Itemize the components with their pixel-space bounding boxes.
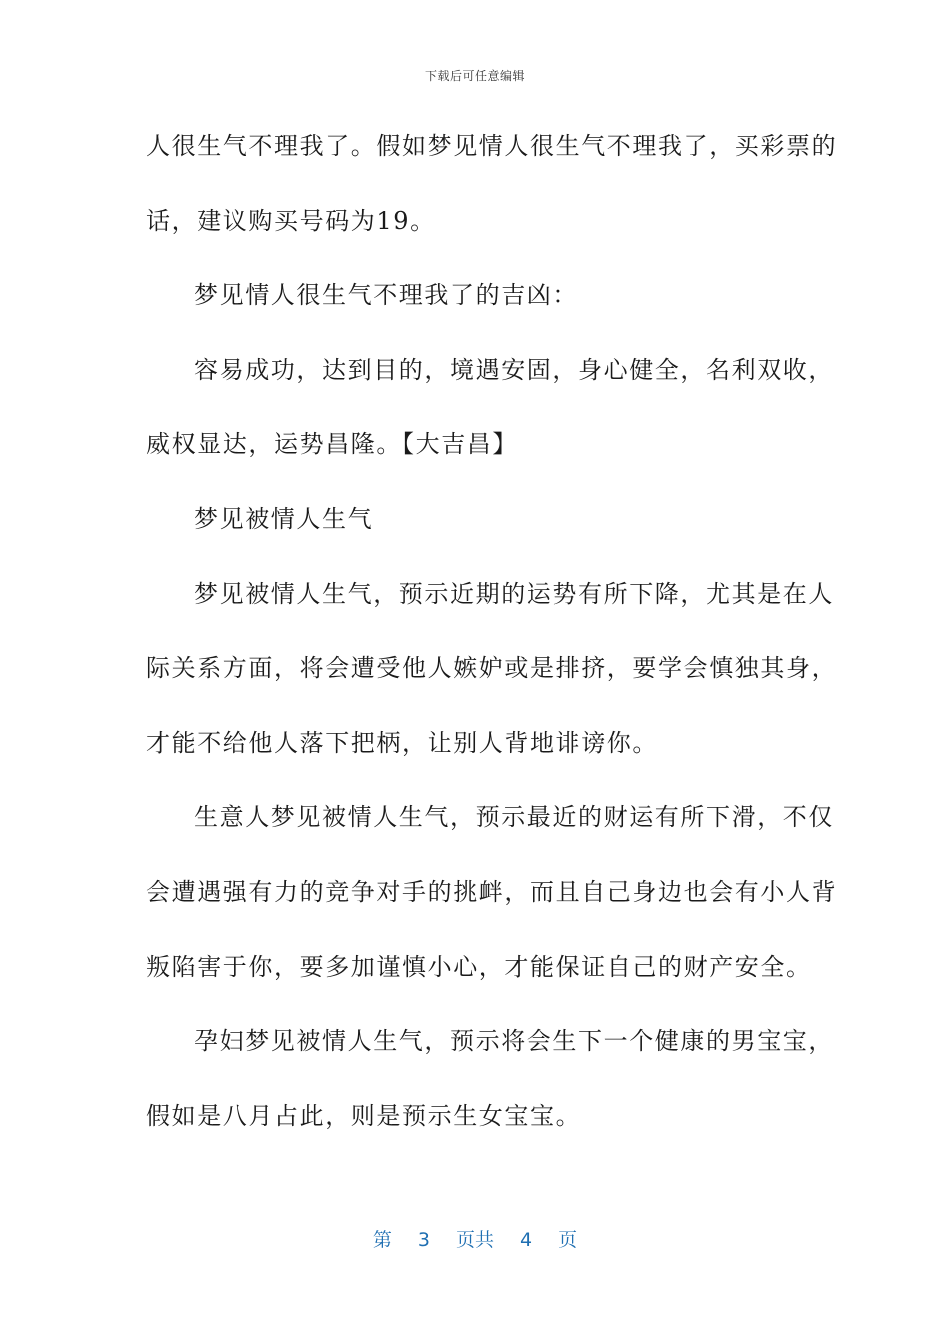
text-line: 梦见被情人生气，预示近期的运势有所下降，尤其是在人	[194, 579, 834, 608]
header-note: 下载后可任意编辑	[424, 69, 525, 83]
page-prefix: 第	[372, 1229, 392, 1251]
text-line: 人很生气不理我了。假如梦见情人很生气不理我了，买彩票的	[146, 132, 838, 160]
text-line: 孕妇梦见被情人生气，预示将会生下一个健康的男宝宝，	[194, 1027, 834, 1056]
page-mid: 页共	[455, 1229, 494, 1251]
text-line: 容易成功，达到目的，境遇安固，身心健全，名利双收，	[194, 355, 834, 384]
text-line: 叛陷害于你，要多加谨慎小心，才能保证自己的财产安全。	[146, 952, 812, 981]
text-line: 会遭遇强有力的竞争对手的挑衅，而且自己身边也会有小人背	[146, 877, 838, 906]
text-line: 假如是八月占此，则是预示生女宝宝。	[146, 1101, 582, 1130]
current-page-number: 3	[417, 1229, 430, 1251]
section-heading: 梦见被情人生气	[194, 504, 374, 533]
text-line: 梦见情人很生气不理我了的吉凶：	[194, 281, 578, 310]
text-line: 生意人梦见被情人生气，预示最近的财运有所下滑，不仅	[194, 803, 834, 832]
document-body	[146, 121, 838, 1165]
page-footer	[0, 1225, 950, 1252]
text-line: 话，建议购买号码为19。	[146, 206, 436, 235]
text-line: 际关系方面，将会遭受他人嫉妒或是排挤，要学会慎独其身，	[146, 654, 838, 683]
text-line: 才能不给他人落下把柄，让别人背地诽谤你。	[146, 728, 658, 757]
text-line: 威权显达，运势昌隆。【大吉昌】	[146, 430, 518, 459]
total-pages-number: 4	[520, 1229, 533, 1251]
page-suffix: 页	[558, 1229, 578, 1251]
